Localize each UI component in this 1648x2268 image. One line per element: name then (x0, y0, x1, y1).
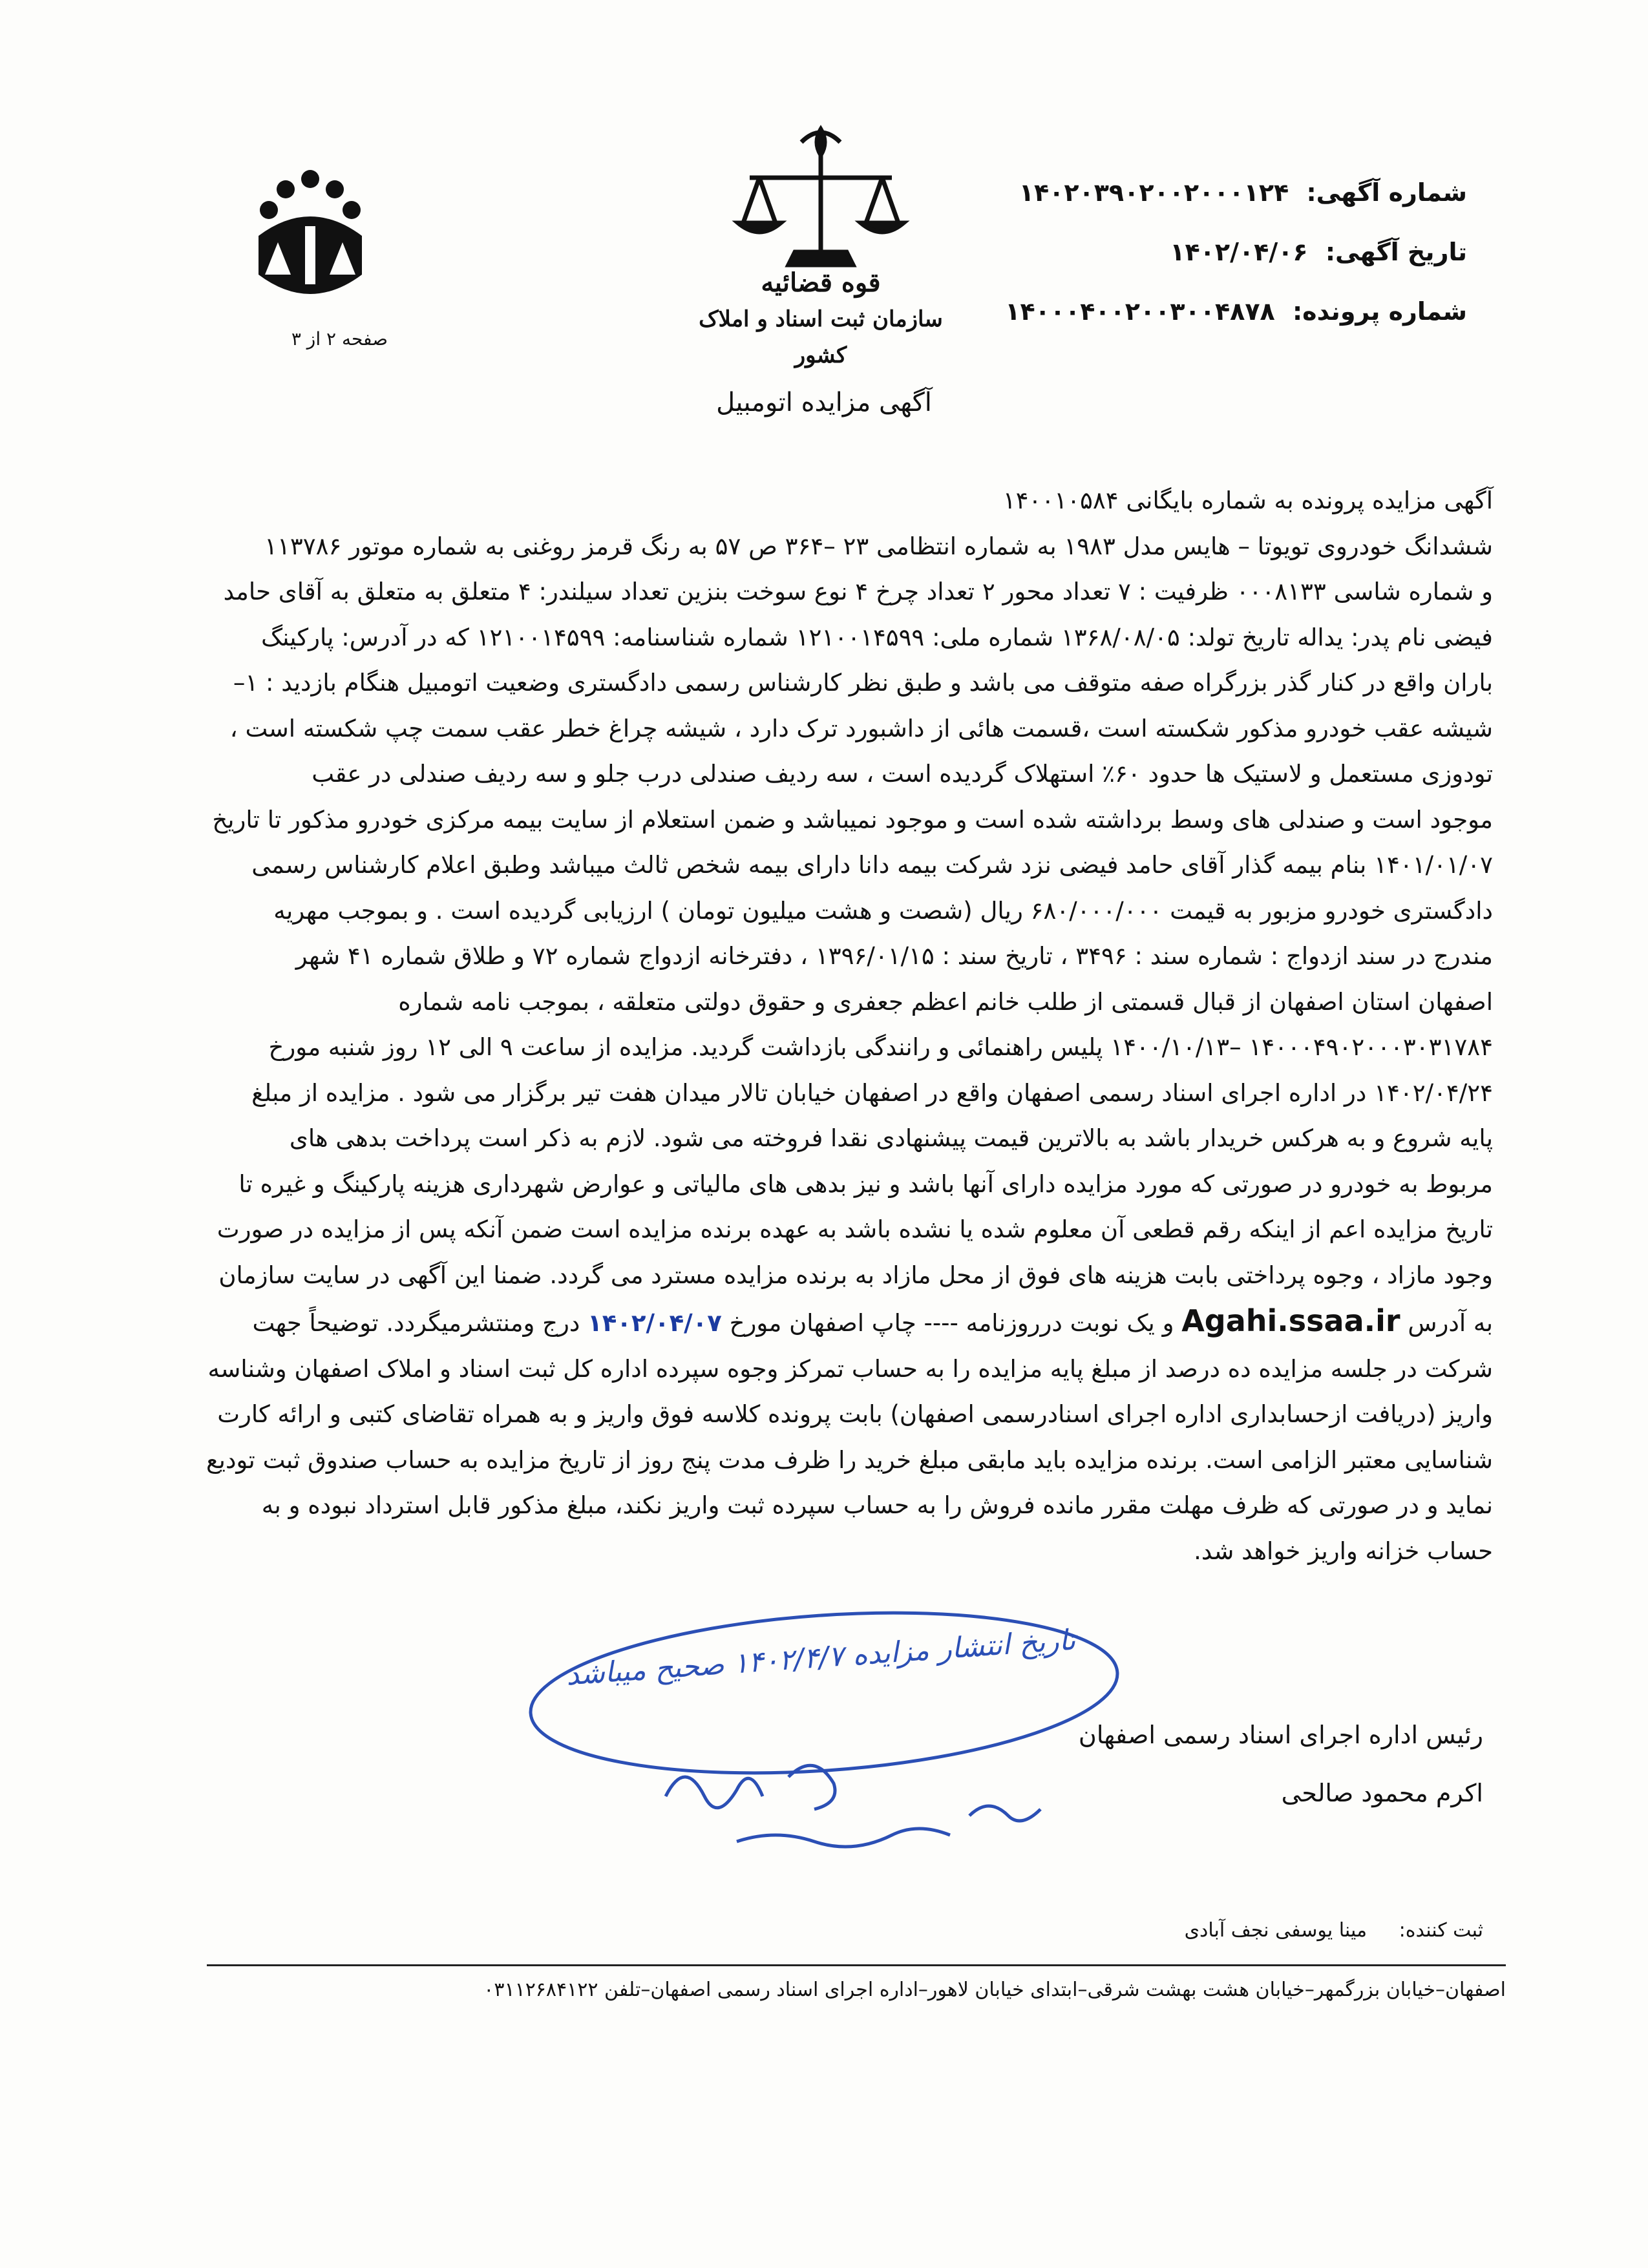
page-indicator: صفحه ۲ از ۳ (291, 328, 388, 350)
body-line-publication (184, 1298, 1493, 1347)
publication-suffix: درج ومنتشرمیگردد. توضیحاً جهت (252, 1309, 580, 1337)
notice-date-row (885, 222, 1467, 282)
signatory-name: اکرم محمود صالحی (1281, 1779, 1483, 1807)
signature-block (1031, 1706, 1483, 1822)
body-line: واریز (دریافت ازحسابداری اداره اجرای اسنادرسمی اصفهان) بابت پرونده کلاسه فوق واریز و به همراه تقاضای کتبی و ارائه کارت (217, 1400, 1493, 1428)
body-line: شناسایی معتبر الزامی است. برنده مزایده باید مابقی مبلغ خرید را ظرف مدت پنج روز از تاریخ مزایده به حساب صندوق ثبت تودیع (206, 1445, 1493, 1474)
body-line: وجود مازاد ، وجوه پرداختی بابت هزینه های فوق از محل مازاد به برنده مزایده مسترد می گردد. ضمنا این آگهی در سایت سازمان (218, 1261, 1493, 1289)
body-line: موجود است و صندلی های وسط برداشته شده است و موجود نمیباشد و ضمن استعلام از سایت بیمه مرکزی خودرو مذکور تا تاریخ (212, 805, 1493, 834)
body-line: تودوزی مستعمل و لاستیک ها حدود ۶۰٪ استهلاک گردیده است ، سه ردیف صندلی درب جلو و سه ردیف صندلی در عقب (312, 760, 1493, 788)
body-line: آگهی مزایده پرونده به شماره بایگانی ۱۴۰۰۱۰۵۸۴ (1002, 487, 1493, 514)
body-line: ششدانگ خودروی تویوتا – هایس مدل ۱۹۸۳ به شماره انتظامی ۲۳ –۳۶۴ ص ۵۷ به رنگ قرمز روغنی به شماره موتور ۱۱۳۷۸۶ (264, 532, 1493, 560)
publication-middle: و یک نوبت درروزنامه ---- چاپ اصفهان مورخ (729, 1309, 1174, 1337)
body-line: حساب خزانه واریز خواهد شد. (1194, 1537, 1493, 1565)
publication-date: ۱۴۰۲/۰۴/۰۷ (587, 1309, 722, 1337)
notice-number-label: شماره آگهی: (1306, 178, 1467, 207)
registration-org-logo-icon (246, 165, 375, 307)
body-line: ۱۴۰۱/۰۱/۰۷ بنام بیمه گذار آقای حامد فیضی نزد شرکت بیمه دانا دارای بیمه شخص ثالث میباشد وطبق اعلام کارشناس رسمی (251, 851, 1493, 879)
notice-date-label: تاریخ آگهی: (1325, 238, 1467, 266)
body-line: پایه شروع و به هرکس خریدار باشد به بالاترین قیمت پیشنهادی نقدا فروخته می شود. لازم به ذکر است پرداخت بدهی های (289, 1124, 1493, 1152)
body-line: باران واقع در کنار گذر بزرگراه صفه متوقف می باشد و طبق نظر کارشناس رسمی دادگستری وضعیت اتومبیل هنگام بازدید : ۱– (233, 669, 1493, 697)
registrar-name: مینا یوسفی نجف آبادی (1184, 1919, 1368, 1942)
body-line: ۱۴۰۰۰۴۹۰۲۰۰۰۳۰۳۱۷۸۴ –۱۴۰۰/۱۰/۱۳ پلیس راهنمائی و رانندگی بازداشت گردید. مزایده از ساعت ۹ الی ۱۲ روز شنبه مورخ (268, 1033, 1493, 1061)
body-line: مربوط به خودرو در صورتی که مورد مزایده دارای آنها باشد و نیز بدهی های مالیاتی و عوارض شهرداری هزینه پارکینگ و غیره تا (238, 1170, 1493, 1198)
notice-date: ۱۴۰۲/۰۴/۰۶ (1170, 238, 1308, 266)
notice-number: ۱۴۰۲۰۳۹۰۲۰۰۲۰۰۰۱۲۴ (1019, 178, 1289, 207)
document-title: آگهی مزایده اتومبیل (716, 388, 932, 417)
notice-body (184, 478, 1493, 1574)
body-line: تاریخ مزایده اعم از اینکه رقم قطعی آن معلوم شده یا نشده باشد به عهده برنده مزایده است ضمن آنکه پس از مزایده در صورت (217, 1215, 1493, 1243)
registrar-label: ثبت کننده: (1399, 1919, 1483, 1942)
file-number: ۱۴۰۰۰۴۰۰۲۰۰۳۰۰۴۸۷۸ (1005, 297, 1275, 326)
body-line: اصفهان استان اصفهان از قبال قسمتی از طلب خانم اعظم جعفری و حقوق دولتی متعلقه ، بموجب نامه شماره (398, 987, 1493, 1016)
footer-address: اصفهان–خیابان بزرگمهر–خیابان هشت بهشت شرقی–ابتدای خیابان لاهور–اداره اجرای اسناد رسمی اصفهان–تلفن ۰۳۱۱۲۶۸۴۱۲۲ (483, 1979, 1506, 2001)
body-line: و شماره شاسی ۰۰۰۸۱۳۳ ظرفیت : ۷ تعداد محور ۲ تعداد چرخ ۴ نوع سوخت بنزین تعداد سیلندر: ۴ متعلق به متعلق به آقای حامد (223, 578, 1493, 605)
notice-meta (885, 163, 1467, 341)
signatory-title: رئیس اداره اجرای اسناد رسمی اصفهان (1078, 1721, 1483, 1749)
agahi-site-link[interactable]: Agahi.ssaa.ir (1181, 1303, 1400, 1338)
handwritten-signature-icon (646, 1738, 1060, 1867)
footer-divider (207, 1964, 1506, 1966)
body-line: مندرج در سند ازدواج : شماره سند : ۳۴۹۶ ، تاریخ سند : ۱۳۹۶/۰۱/۱۵ ، دفترخانه ازدواج شماره ۷۲ و طلاق شماره ۴۱ شهر (295, 942, 1493, 970)
handwritten-publication-note: تاریخ انتشار مزایده ۱۴۰۲/۴/۷ صحیح میباشد (565, 1623, 1077, 1692)
body-line: ۱۴۰۲/۰۴/۲۴ در اداره اجرای اسناد رسمی اصفهان واقع در اصفهان خیابان تالار میدان هفت تیر برگزار می شود . مزایده از مبلغ (251, 1078, 1493, 1107)
body-line: شرکت در جلسه مزایده ده درصد از مبلغ پایه مزایده را به حساب تمرکز وجوه سپرده اداره کل ثبت اسناد و املاک اصفهان وشناسه (207, 1354, 1493, 1383)
file-number-label: شماره پرونده: (1292, 297, 1467, 326)
file-number-row (885, 282, 1467, 341)
body-line: نماید و در صورتی که ظرف مهلت مقرر مانده فروش را به حساب سپرده ثبت واریز نکند، مبلغ مذکور قابل استرداد نبوده و به (261, 1491, 1493, 1519)
body-line: فیضی نام پدر: یداله تاریخ تولد: ۱۳۶۸/۰۸/۰۵ شماره ملی: ۱۲۱۰۰۱۴۵۹۹ شماره شناسنامه: ۱۲۱۰۰۱۴۵۹۹ که در آدرس: پارکینگ (261, 623, 1493, 651)
notice-number-row (885, 163, 1467, 222)
body-line: شیشه عقب خودرو مذکور شکسته است ،قسمت هائی از داشبورد ترک دارد ، شیشه چراغ خطر عقب سمت چپ شکسته است ، (229, 714, 1493, 742)
emblem-caption (672, 265, 969, 373)
emblem-line-2: سازمان ثبت اسناد و املاک کشور (699, 306, 943, 368)
registrar-line (837, 1919, 1483, 1942)
body-line: دادگستری خودرو مزبور به قیمت ۶۸۰/۰۰۰/۰۰۰ ریال (شصت و هشت میلیون تومان ) ارزیابی گردیده است . و بموجب مهریه (273, 896, 1493, 925)
publication-prefix: به آدرس (1408, 1309, 1493, 1337)
emblem-line-1: قوه قضائیه (761, 268, 881, 298)
